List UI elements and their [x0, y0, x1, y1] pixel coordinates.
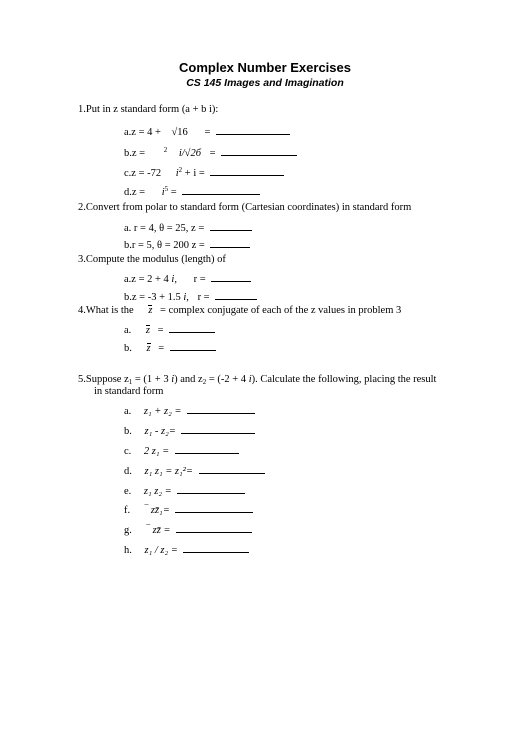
q5-f-answer-blank[interactable] — [175, 503, 253, 513]
z-bar-symbol: z — [148, 305, 153, 316]
q1-b-expr: b.z = — [124, 148, 146, 159]
q3-a-answer-blank[interactable] — [211, 272, 251, 282]
q5-d-answer-blank[interactable] — [199, 464, 265, 474]
page-subtitle: CS 145 Images and Imagination — [186, 77, 344, 89]
q2-a-answer-blank[interactable] — [210, 221, 252, 231]
q1-a-answer-blank[interactable] — [216, 125, 290, 135]
q3-a: a.z = 2 + 4 i, r = — [124, 272, 251, 286]
q4-a: a. z = — [124, 323, 215, 337]
q1-b: b.z = $^2$ i/√2б = — [124, 146, 297, 160]
q5-item: e. z₁ z₂ = — [124, 484, 245, 498]
q1-a-radical: √16 — [171, 127, 188, 138]
q1-d: $d.z = i^5$ = — [124, 185, 260, 199]
q4-a-answer-blank[interactable] — [169, 323, 215, 333]
q5-item: d. z₁ z₁ = z₁²= — [124, 464, 265, 478]
q1-c-expr: c.z = -72 — [124, 168, 162, 179]
q5-item: g. ‾ zz̄ = — [124, 523, 252, 537]
q4-b-answer-blank[interactable] — [170, 341, 216, 351]
q2-a: a. r = 4, θ = 25, z = — [124, 221, 252, 235]
q1-b-radical: i/√2б — [178, 148, 201, 159]
q3-b: b.z = -3 + 1.5 i, r = — [124, 290, 257, 304]
q1-a: a.z = 4 + √16 = — [124, 125, 290, 139]
q3-b-answer-blank[interactable] — [215, 290, 257, 300]
q5-b-answer-blank[interactable] — [181, 424, 255, 434]
q5-prompt-line2: in standard form — [94, 386, 164, 397]
q2-prompt: 2.Convert from polar to standard form (Cartesian coordinates) in standard form — [78, 202, 412, 213]
q5-c-answer-blank[interactable] — [175, 444, 239, 454]
q1-c-answer-blank[interactable] — [210, 166, 284, 176]
q1-b-sup: 2 — [163, 146, 168, 154]
q5-item: f. ‾ zz̄₁= — [124, 503, 253, 517]
q2-b: b.r = 5, θ = 200 z = — [124, 238, 250, 252]
q5-prompt: 5.Suppose z1 = (1 + 3 i) and z2 = (-2 + 4 i). Calculate the following, placing the result — [78, 374, 437, 386]
q2-b-answer-blank[interactable] — [210, 238, 250, 248]
q4-b: b. z = — [124, 341, 216, 355]
q5-g-answer-blank[interactable] — [176, 523, 252, 533]
page-title: Complex Number Exercises — [179, 60, 351, 75]
q1-a-expr: a.z = 4 + — [124, 127, 161, 138]
q1-prompt: 1.Put in z standard form (a + b i): — [78, 104, 219, 115]
q1-b-answer-blank[interactable] — [221, 146, 297, 156]
q4-prompt: 4.What is the z = complex conjugate of each of the z values in problem 3 — [78, 305, 402, 316]
q5-item: a. z₁ + z₂ = — [124, 404, 255, 418]
q5-item: b. z₁ - z₂= — [124, 424, 255, 438]
q5-h-answer-blank[interactable] — [183, 543, 249, 553]
q5-e-answer-blank[interactable] — [177, 484, 245, 494]
q3-prompt: 3.Compute the modulus (length) of — [78, 254, 226, 265]
q1-c: c.z = -72 $i^2 + i$ = — [124, 166, 284, 180]
q5-item: h. z₁ / z₂ = — [124, 543, 249, 557]
q1-d-expr: d.z = — [124, 187, 146, 198]
q1-d-answer-blank[interactable] — [182, 185, 260, 195]
q5-a-answer-blank[interactable] — [187, 404, 255, 414]
q5-item: c. 2 z₁ = — [124, 444, 239, 458]
